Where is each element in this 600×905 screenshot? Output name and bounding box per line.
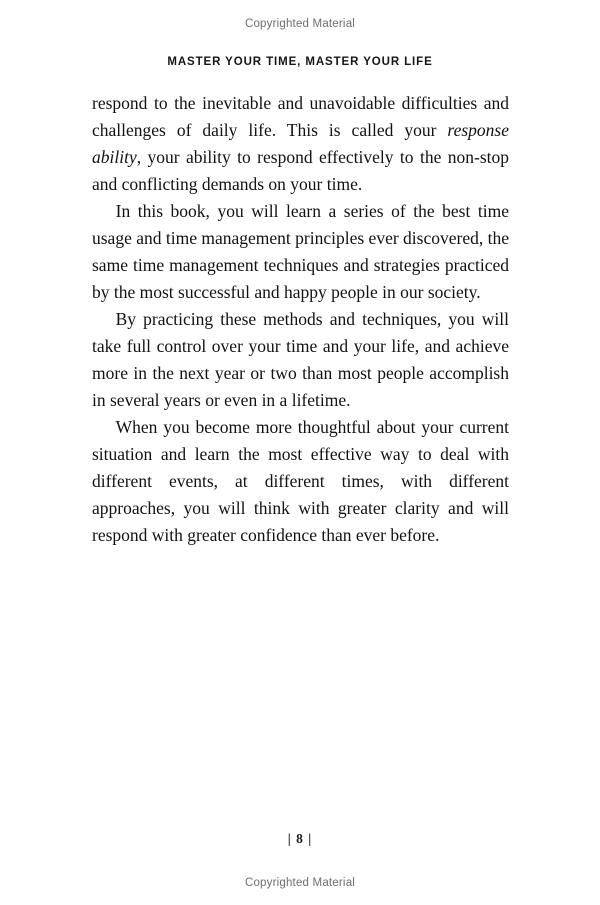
text-segment: When you become more thoughtful about your current situation and learn the most effective way to deal with different events, at different times, with different approaches, you will think with greater clarity and will respond with greater confidence than ever before. <box>92 417 509 545</box>
running-header: MASTER YOUR TIME, MASTER YOUR LIFE <box>167 56 433 68</box>
italic-text-segment: response ability <box>92 120 509 167</box>
text-segment: In this book, you will learn a series of the best time usage and time management principles ever discovered, the same time management techniques and strategies practiced by the most successful and happy people in our society. <box>92 201 509 302</box>
body-text <box>92 90 509 549</box>
page-number: | 8 | <box>287 831 313 846</box>
paragraph <box>92 414 509 549</box>
text-segment: , your ability to respond effectively to the non-stop and conflicting demands on your time. <box>92 147 509 194</box>
paragraph <box>92 90 509 198</box>
text-segment: By practicing these methods and techniques, you will take full control over your time and your life, and achieve more in the next year or two than most people accomplish in several years or even in a lifetime. <box>92 309 509 410</box>
paragraph <box>92 198 509 306</box>
copyright-notice-bottom: Copyrighted Material <box>244 877 356 889</box>
text-segment: respond to the inevitable and unavoidable difficulties and challenges of daily life. This is called your <box>92 93 509 140</box>
paragraph <box>92 306 509 414</box>
copyright-notice-top: Copyrighted Material <box>244 18 356 30</box>
